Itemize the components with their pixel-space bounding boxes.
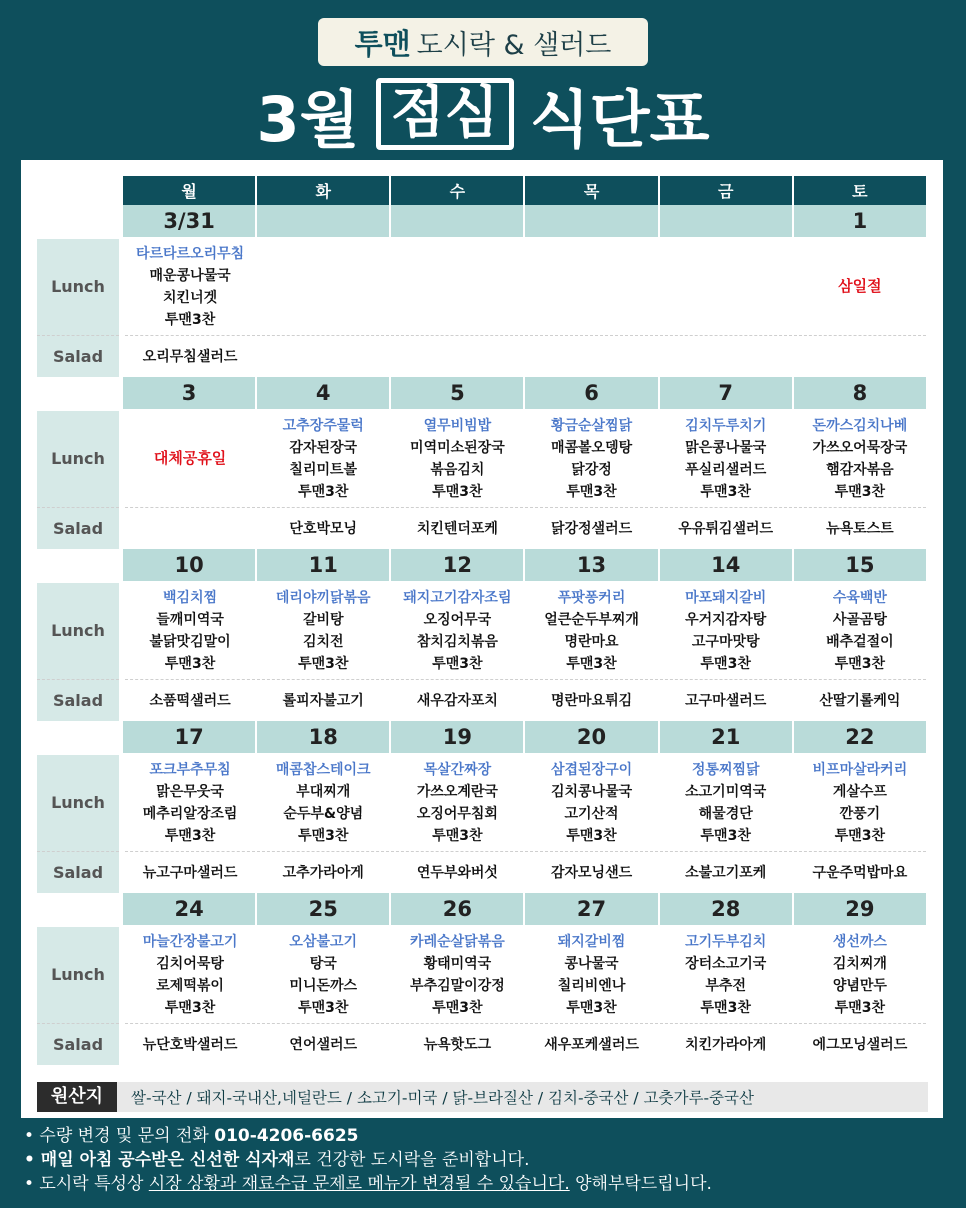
side-dish: 오징어무침회 [416,805,498,822]
menu-table [37,176,928,1065]
lunch-row [37,410,927,507]
header-blank [37,176,122,205]
side-dish: 투맨3찬 [566,483,617,500]
date-blank [37,893,122,926]
salad-cell: 오리무침샐러드 [122,335,256,377]
side-dish: 투맨3찬 [298,483,349,500]
salad-cell [122,507,256,549]
salad-cell [390,335,524,377]
side-dish: 투맨3찬 [566,999,617,1016]
brand-badge [318,18,648,66]
day-header: 월 [122,176,256,205]
lunch-label: Lunch [37,926,122,1023]
side-dish: 투맨3찬 [566,827,617,844]
date-row [37,893,927,926]
side-dish: 불닭맛김말이 [149,633,231,650]
origin-text: 쌀-국산 / 돼지-국내산,네덜란드 / 소고기-미국 / 닭-브라질산 / 김치-중국산 / 고춧가루-중국산 [131,1089,754,1107]
date-cell: 22 [793,721,927,754]
side-dish: 푸실리샐러드 [685,461,767,478]
date-cell: 12 [390,549,524,582]
lunch-row [37,754,927,851]
side-dish: 투맨3찬 [834,827,886,844]
lunch-cell [524,238,658,335]
salad-cell: 뉴고구마샐러드 [122,851,256,893]
side-dish: 투맨3찬 [298,827,349,844]
side-dish: 투맨3찬 [700,827,751,844]
lunch-cell [256,754,390,851]
side-dish: 부추전 [705,977,746,994]
salad-cell: 롤피자불고기 [256,679,390,721]
day-header: 화 [256,176,390,205]
side-dish: 얼큰순두부찌개 [544,611,639,628]
lunch-cell [256,238,390,335]
date-cell: 10 [122,549,256,582]
brand-subtitle: 도시락 & 샐러드 [416,29,612,61]
side-dish: 닭강정 [571,461,612,478]
salad-cell [256,335,390,377]
side-dish: 투맨3찬 [432,827,483,844]
side-dish: 투맨3찬 [432,999,483,1016]
salad-cell: 산딸기롤케익 [793,679,927,721]
main-dish: 오삼불고기 [289,933,358,950]
date-cell: 3 [122,377,256,410]
date-row [37,549,927,582]
salad-cell: 연두부와버섯 [390,851,524,893]
salad-cell: 새우감자포치 [390,679,524,721]
side-dish: 김치어묵탕 [156,955,224,972]
side-dish: 맑은무웃국 [156,783,224,800]
note-phone: • 수량 변경 및 문의 전화 010-4206-6625 [24,1126,359,1146]
side-dish: 투맨3찬 [164,827,216,844]
side-dish: 로제떡볶이 [156,977,224,994]
side-dish: 투맨3찬 [834,483,886,500]
phone-number: 010-4206-6625 [214,1126,359,1146]
lunch-cell [793,754,927,851]
date-cell: 15 [793,549,927,582]
side-dish: 투맨3찬 [700,655,751,672]
salad-row [37,1023,927,1065]
main-dish: 포크부추무침 [149,761,231,778]
lunch-cell [390,238,524,335]
date-cell [256,205,390,238]
lunch-cell [122,410,256,507]
lunch-row [37,926,927,1023]
brand-name: 투맨 [354,26,411,61]
holiday-label: 삼일절 [838,277,882,296]
lunch-cell [122,238,256,335]
side-dish: 투맨3찬 [164,311,216,328]
lunch-cell [659,582,793,679]
origin-label: 원산지 [37,1082,117,1112]
side-dish: 칠리비엔나 [557,977,626,994]
lunch-cell [390,582,524,679]
lunch-cell [524,582,658,679]
main-dish: 백김치찜 [163,589,218,606]
date-cell [524,205,658,238]
side-dish: 칠리미트볼 [289,461,358,478]
date-cell: 4 [256,377,390,410]
salad-label: Salad [37,1023,122,1065]
lunch-cell [659,926,793,1023]
lunch-cell [793,582,927,679]
lunch-label: Lunch [37,754,122,851]
side-dish: 들깨미역국 [156,611,224,628]
salad-cell: 구운주먹밥마요 [793,851,927,893]
day-header: 목 [524,176,658,205]
salad-cell: 뉴욕핫도그 [390,1023,524,1065]
side-dish: 깐풍기 [839,805,881,822]
day-header: 수 [390,176,524,205]
date-cell: 21 [659,721,793,754]
lunch-cell [122,926,256,1023]
lunch-cell [122,582,256,679]
side-dish: 부대찌개 [296,783,351,800]
side-dish: 김치콩나물국 [550,783,633,800]
date-cell: 13 [524,549,658,582]
side-dish: 매운콩나물국 [149,267,231,284]
salad-cell: 명란마요튀김 [524,679,658,721]
side-dish: 볶음김치 [430,461,485,478]
side-dish: 장터소고기국 [685,955,767,972]
salad-label: Salad [37,851,122,893]
side-dish: 배추겉절이 [826,633,894,650]
lunch-cell [390,410,524,507]
side-dish: 투맨3찬 [164,655,216,672]
side-dish: 소고기미역국 [685,783,767,800]
day-header-row [37,176,927,205]
side-dish: 감자된장국 [289,439,358,456]
lunch-label: Lunch [37,582,122,679]
main-dish: 타르타르오리무침 [135,245,245,262]
salad-label: Salad [37,507,122,549]
side-dish: 가쓰오계란국 [416,783,498,800]
salad-cell: 단호박모닝 [256,507,390,549]
salad-cell: 에그모닝샐러드 [793,1023,927,1065]
side-dish: 가쓰오어묵장국 [812,439,908,456]
salad-cell: 새우포케샐러드 [524,1023,658,1065]
main-dish: 카레순살닭볶음 [410,933,505,950]
date-row [37,205,927,238]
lunch-label: Lunch [37,238,122,335]
salad-label: Salad [37,335,122,377]
salad-row [37,507,927,549]
note-change: • 도시락 특성상 시장 상황과 재료수급 문제로 메뉴가 변경될 수 있습니다. 양해부탁드립니다. [24,1174,712,1194]
side-dish: 콩나물국 [564,955,619,972]
date-cell: 14 [659,549,793,582]
salad-cell: 뉴욕토스트 [793,507,927,549]
side-dish: 투맨3찬 [298,999,349,1016]
lunch-cell [122,754,256,851]
date-cell: 28 [659,893,793,926]
title-month: 3월 [256,82,360,156]
date-row [37,721,927,754]
side-dish: 메추리알장조림 [142,805,238,822]
day-header: 금 [659,176,793,205]
date-cell [390,205,524,238]
main-dish: 돼지고기감자조림 [403,589,512,606]
lunch-cell [524,926,658,1023]
date-blank [37,549,122,582]
date-blank [37,377,122,410]
holiday-label: 대체공휴일 [153,449,227,468]
lunch-cell [659,238,793,335]
lunch-cell [793,410,927,507]
date-cell: 24 [122,893,256,926]
day-header: 토 [793,176,927,205]
date-cell: 3/31 [122,205,256,238]
side-dish: 햄감자볶음 [826,461,894,478]
side-dish: 투맨3찬 [164,999,216,1016]
side-dish: 고기산적 [564,805,619,822]
lunch-cell [390,754,524,851]
lunch-cell [524,754,658,851]
salad-cell [524,335,658,377]
date-cell: 6 [524,377,658,410]
main-dish: 데리야끼닭볶음 [275,589,371,606]
side-dish: 투맨3찬 [834,655,886,672]
date-blank [37,205,122,238]
page-title [0,74,966,154]
lunch-cell [256,926,390,1023]
side-dish: 치킨너겟 [163,289,218,306]
main-dish: 황금순살찜닭 [550,417,633,434]
side-dish: 게살수프 [832,783,887,800]
side-dish: 순두부&양념 [283,805,364,822]
salad-cell: 고구마샐러드 [659,679,793,721]
main-dish: 마늘간장불고기 [142,933,238,950]
menu-panel [21,160,943,1118]
main-dish: 열무비빔밥 [423,417,492,434]
lunch-row [37,238,927,335]
lunch-cell [256,582,390,679]
main-dish: 정통찌찜닭 [691,761,760,778]
side-dish: 황태미역국 [423,955,492,972]
date-cell: 29 [793,893,927,926]
salad-cell: 감자모닝샌드 [524,851,658,893]
side-dish: 투맨3찬 [566,655,617,672]
salad-cell: 우유튀김샐러드 [659,507,793,549]
salad-label: Salad [37,679,122,721]
main-dish: 돼지갈비찜 [557,933,626,950]
date-cell: 5 [390,377,524,410]
date-cell: 18 [256,721,390,754]
side-dish: 김치전 [302,633,344,650]
side-dish: 김치찌개 [832,955,887,972]
main-dish: 고추장주물럭 [282,417,364,434]
salad-cell: 치킨가라아게 [659,1023,793,1065]
side-dish: 맑은콩나물국 [685,439,767,456]
date-cell: 8 [793,377,927,410]
date-cell: 26 [390,893,524,926]
lunch-cell [659,410,793,507]
salad-cell: 소품떡샐러드 [122,679,256,721]
main-dish: 돈까스김치나베 [812,417,908,434]
side-dish: 해물경단 [698,805,753,822]
date-cell: 11 [256,549,390,582]
side-dish: 투맨3찬 [298,655,349,672]
main-dish: 김치두루치기 [685,417,767,434]
date-cell: 17 [122,721,256,754]
side-dish: 사골곰탕 [832,611,887,628]
main-dish: 푸팟퐁커리 [557,589,626,606]
date-cell: 25 [256,893,390,926]
lunch-cell [256,410,390,507]
date-row [37,377,927,410]
salad-row [37,679,927,721]
salad-cell: 닭강정샐러드 [524,507,658,549]
main-dish: 목살간짜장 [423,761,492,778]
side-dish: 투맨3찬 [432,483,483,500]
salad-cell: 소불고기포케 [659,851,793,893]
date-cell: 7 [659,377,793,410]
main-dish: 비프마살라커리 [812,761,908,778]
title-lunch-box: 점심 [376,78,514,150]
lunch-cell [659,754,793,851]
lunch-label: Lunch [37,410,122,507]
main-dish: 수육백반 [832,589,887,606]
salad-row [37,335,927,377]
lunch-cell [524,410,658,507]
date-cell: 20 [524,721,658,754]
lunch-row [37,582,927,679]
lunch-cell [793,238,927,335]
lunch-cell [793,926,927,1023]
date-cell: 27 [524,893,658,926]
side-dish: 참치김치볶음 [416,633,498,650]
side-dish: 미역미소된장국 [410,439,505,456]
side-dish: 탕국 [309,955,337,972]
notes [24,1124,712,1196]
title-menu: 식단표 [529,82,710,156]
salad-cell: 연어샐러드 [256,1023,390,1065]
side-dish: 양념만두 [832,977,887,994]
salad-row [37,851,927,893]
side-dish: 고구마맛탕 [691,633,760,650]
side-dish: 투맨3찬 [700,483,751,500]
salad-cell: 뉴단호박샐러드 [122,1023,256,1065]
side-dish: 투맨3찬 [432,655,483,672]
side-dish: 부추김말이강정 [410,977,505,994]
date-cell: 19 [390,721,524,754]
origin-bar [37,1082,928,1112]
side-dish: 매콤볼오뎅탕 [550,439,633,456]
side-dish: 갈비탕 [302,611,344,628]
side-dish: 오징어무국 [423,611,492,628]
side-dish: 투맨3찬 [834,999,886,1016]
note-fresh: • 매일 아침 공수받은 신선한 식자재로 건강한 도시락을 준비합니다. [24,1150,530,1170]
side-dish: 투맨3찬 [700,999,751,1016]
salad-cell [793,335,927,377]
main-dish: 생선까스 [832,933,887,950]
date-cell [659,205,793,238]
side-dish: 명란마요 [564,633,619,650]
side-dish: 미니돈까스 [289,977,358,994]
date-blank [37,721,122,754]
lunch-cell [390,926,524,1023]
date-cell: 1 [793,205,927,238]
salad-cell: 고추가라아게 [256,851,390,893]
side-dish: 우거지감자탕 [685,611,767,628]
main-dish: 삼겹된장구이 [550,761,633,778]
main-dish: 매콤찹스테이크 [275,761,371,778]
salad-cell [659,335,793,377]
salad-cell: 치킨텐더포케 [390,507,524,549]
main-dish: 고기두부김치 [685,933,767,950]
main-dish: 마포돼지갈비 [685,589,767,606]
